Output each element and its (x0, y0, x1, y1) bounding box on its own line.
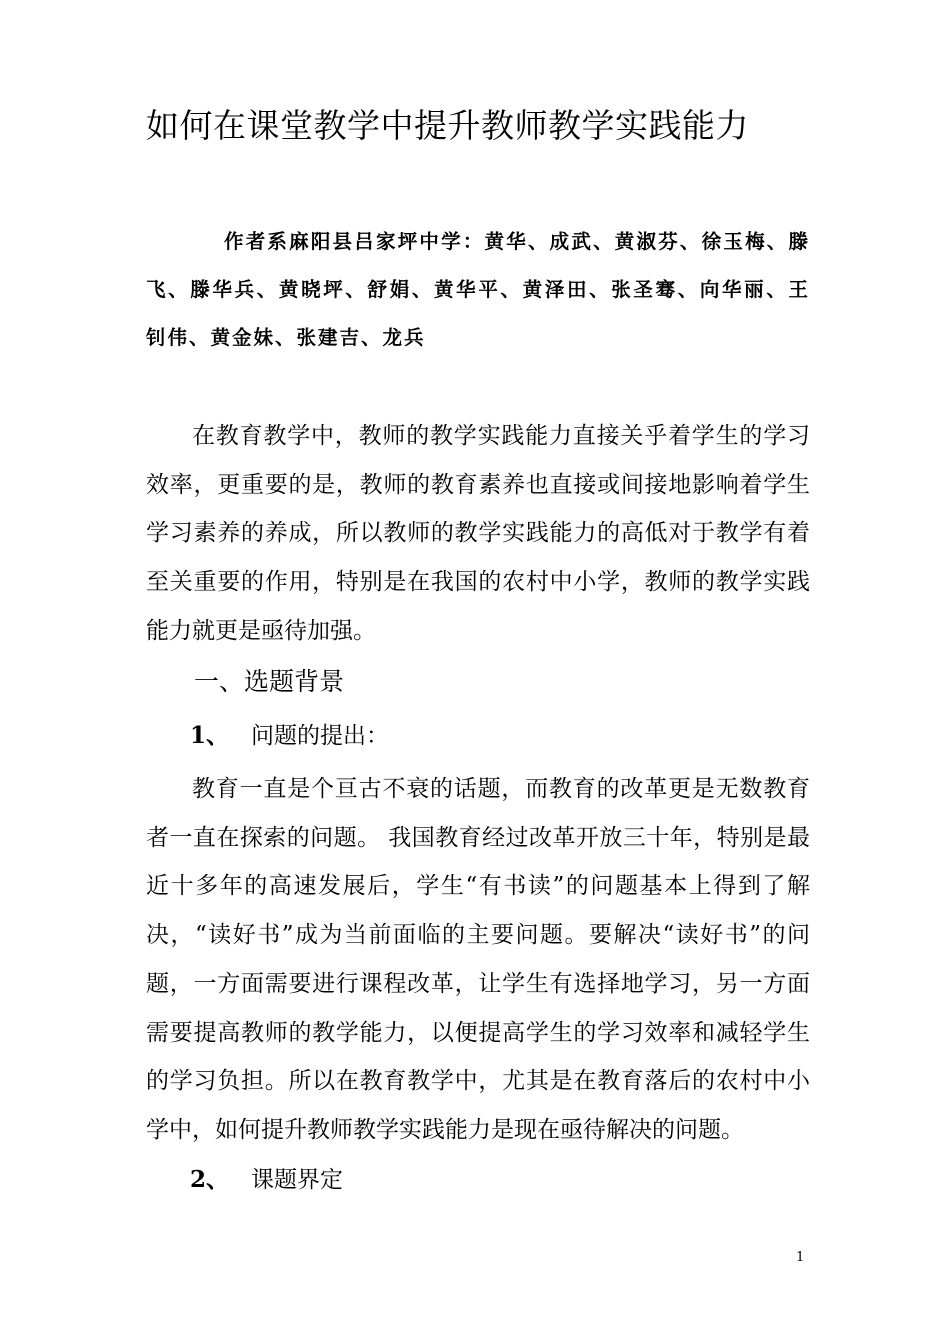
subheading-number: 1、 (190, 722, 230, 749)
subheading-problem (190, 716, 389, 756)
page-number: 1 (796, 1250, 805, 1265)
author-list: 作者系麻阳县吕家坪中学：黄华、成武、黄淑芬、徐玉梅、滕飞、滕华兵、黄晓坪、舒娟、黄华平、黄泽田、张圣骞、向华丽、王钊伟、黄金妹、张建吉、龙兵 (146, 230, 810, 349)
subheading-title: 问题的提出： (251, 723, 390, 749)
problem-paragraph: 教育一直是个亘古不衰的话题，而教育的改革更是无数教育者一直在探索的问题。 我国教育经过改革开放三十年，特别是最近十多年的高速发展后，学生“有书读”的问题基本上得到了解决，“读好书”成为当前面临的主要问题。要解决“读好书”的问题，一方面需要进行课程改革，让学生有选择地学习，另一方面需要提高教师的教学能力，以便提高学生的学习效率和减轻学生的学习负担。所以在教育教学中，尤其是在教育落后的农村中小学中，如何提升教师教学实践能力是现在亟待解决的问题。 (146, 776, 810, 1143)
subheading-title: 课题界定 (251, 1167, 344, 1193)
section-heading-background: 一、选题背景 (194, 667, 345, 696)
intro-paragraph: 在教育教学中，教师的教学实践能力直接关乎着学生的学习效率，更重要的是，教师的教育素养也直接或间接地影响着学生学习素养的养成，所以教师的教学实践能力的高低对于教学有着至关重要的作用，特别是在我国的农村中小学，教师的教学实践能力就更是亟待加强。 (146, 423, 810, 644)
subheading-definition (190, 1160, 343, 1200)
subheading-number: 2、 (190, 1166, 230, 1193)
document-title: 如何在课堂教学中提升教师教学实践能力 (146, 106, 749, 145)
